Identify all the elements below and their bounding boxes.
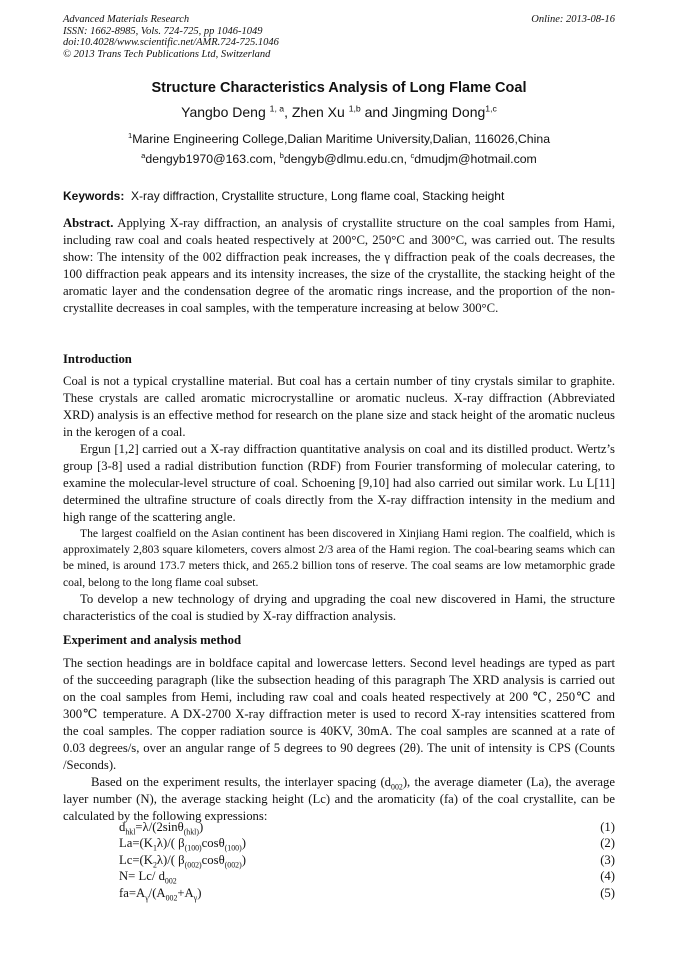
abstract <box>63 215 615 317</box>
keywords-text: X-ray diffraction, Crystallite structure, Long flame coal, Stacking height <box>124 189 505 203</box>
email-2-sup: b <box>279 150 284 160</box>
eq-part: λ)/( β <box>156 836 185 851</box>
affiliation-text: Marine Engineering College,Dalian Maritime University,Dalian, 116026,China <box>132 132 551 146</box>
intro-paragraph-1: Coal is not a typical crystalline material. But coal has a certain number of tiny crystals similar to graphite. These crystals are called aromatic microcrystalline or aromatic nucleus. X-ray diffraction (Abbreviated XRD) analysis is an effective method for research on the plane size and stack height of the aromatic nucleus in the kerogen of a coal. <box>63 374 615 439</box>
paper-title: Structure Characteristics Analysis of Long Flame Coal <box>151 80 527 96</box>
equation-5-number: (5) <box>600 885 615 900</box>
eq-part: N= Lc/ d <box>119 869 165 884</box>
author-2: , Zhen Xu <box>284 104 349 120</box>
eq-part: λ)/( β <box>156 852 185 867</box>
author-1: Yangbo Deng <box>181 104 270 120</box>
eq-sub: (100) <box>184 843 202 853</box>
email-list <box>0 152 678 166</box>
issn-line: ISSN: 1662-8985, Vols. 724-725, pp 1046-1049 <box>63 25 263 37</box>
eq-part: fa=A <box>119 885 146 900</box>
email-3[interactable]: dmudjm@hotmail.com <box>414 152 537 166</box>
equation-4-expr <box>119 868 177 884</box>
eq-part: ) <box>197 885 202 900</box>
copyright-line: © 2013 Trans Tech Publications Ltd, Switzerland <box>63 48 271 60</box>
journal-header <box>63 14 615 60</box>
equation-list <box>63 819 615 901</box>
equation-3 <box>63 852 615 868</box>
equation-5-expr <box>119 885 201 901</box>
author-3-sup: 1,c <box>485 103 497 114</box>
equation-1-expr <box>119 819 203 835</box>
eq-part: =λ/(2sinθ <box>135 820 184 834</box>
online-date: Online: 2013-08-16 <box>531 14 615 25</box>
eq-part: /(A <box>148 885 166 900</box>
equation-1-number: (1) <box>600 820 615 834</box>
eq-part: cosθ <box>201 836 225 851</box>
email-3-sup: c <box>410 150 415 160</box>
email-1-sup: a <box>141 150 146 160</box>
eq-sub: (002) <box>224 860 242 870</box>
eq-sub: 002 <box>164 876 177 886</box>
eq-part: d <box>119 820 126 834</box>
doi-line: doi:10.4028/www.scientific.net/AMR.724-725.1046 <box>63 37 279 48</box>
equation-3-number: (3) <box>600 852 615 867</box>
keywords <box>63 189 615 203</box>
experiment-p2-sub: 002 <box>391 782 403 792</box>
eq-sub: 1 <box>152 843 157 853</box>
intro-paragraph-2: Ergun [1,2] carried out a X-ray diffraction quantitative analysis on coal and its distilled product. Wertz’s group [3-8] used a radial distribution function (RDF) from Fourier transforming of molecular catering, to examine the molecular-level structure of coal. Schoening [9,10] had also carried out similar work. Lu L[11] determined the ultrafine structure of coals directly from the X-ray diffraction intensity in the medium and high range of the scattering angle. <box>63 442 615 524</box>
experiment-body <box>63 655 615 825</box>
equation-4 <box>63 868 615 884</box>
eq-sub: γ <box>193 893 198 903</box>
eq-part: Lc=(K <box>119 852 153 867</box>
equation-5 <box>63 885 615 901</box>
author-3: and Jingming Dong <box>360 104 486 120</box>
equation-1 <box>63 819 615 835</box>
equation-3-expr <box>119 852 246 868</box>
eq-sub: (002) <box>184 860 202 870</box>
eq-sub: hkl <box>125 827 136 837</box>
eq-part: ) <box>241 836 246 851</box>
eq-part: cosθ <box>201 852 225 867</box>
equation-4-number: (4) <box>600 869 615 884</box>
eq-part: ) <box>241 852 246 867</box>
experiment-paragraph-1: The section headings are in boldface capital and lowercase letters. Second level headings are typed as part of the succeeding paragraph (like the subsection heading of this paragraph The XRD analysis is carried out on the coal samples from Hemi, including raw coal and coals heated respectively at 200 ℃, 250℃ and 300℃ temperature. A DX-2700 X-ray diffraction meter is used to record X-ray intensities scattered from the coal samples. The copper radiation source is 40KV, 30mA. The coal samples are scanned at a rate of 0.03 degrees/s, over an angular range of 5 degrees to 90 degrees (2θ). The unit of intensity is CPS (Counts /Seconds). <box>63 656 615 772</box>
section-heading-experiment: Experiment and analysis method <box>63 633 241 647</box>
intro-paragraph-3: The largest coalfield on the Asian continent has been discovered in Xinjiang Hami region. The coalfield, which is approximately 2,803 square kilometers, covers almost 2/3 area of the Hami region. The coal-bearing seams which can be mined, is around 173.7 meters thick, and 265.2 billion tons of reserve. The coal seams are low metamorphic grade coal, belong to the long flame coal subset. <box>63 527 615 589</box>
eq-sub: (100) <box>224 843 242 853</box>
abstract-text: Applying X-ray diffraction, an analysis of crystallite structure on the coal samples from Hami, including raw coal and coals heated respectively at 200°C, 250°C and 300°C, was carried out. The results show: The intensity of the 002 diffraction peak increases, the γ diffraction peak of the coals decreases, the 100 diffraction peak appears and its intensity increases, the size of the crystallite, the stacking height of the aromatic layer and the condensation degree of the aromatic rings increase, and the proportion of the non-crystallite decreases in coal samples, with the temperature increasing at below 300°C. <box>63 216 615 315</box>
author-1-sup: 1, a <box>269 103 285 114</box>
keywords-label: Keywords: <box>63 189 125 203</box>
eq-sub: 2 <box>152 860 157 870</box>
abstract-label: Abstract. <box>63 216 114 230</box>
eq-part: ) <box>198 820 204 834</box>
experiment-p2-part2: ), the average diameter (La), the average layer number (N), the average stacking height (Lc) and the aromaticity (fa) of the coal crystallite, can be calculated by the following expressions: <box>63 775 615 823</box>
affiliation <box>0 132 678 146</box>
introduction-body <box>63 373 615 625</box>
author-2-sup: 1,b <box>348 103 361 114</box>
email-1[interactable]: dengyb1970@163.com, <box>145 152 280 166</box>
affiliation-sup: 1 <box>127 130 133 140</box>
email-2[interactable]: dengyb@dlmu.edu.cn, <box>283 152 411 166</box>
author-list <box>0 104 678 120</box>
journal-name: Advanced Materials Research <box>63 14 190 25</box>
eq-part: La=(K <box>119 836 153 851</box>
equation-2-number: (2) <box>600 836 615 851</box>
experiment-p2-part1: Based on the experiment results, the interlayer spacing (d <box>91 775 392 789</box>
equation-2 <box>63 835 615 851</box>
eq-part: +A <box>177 885 194 900</box>
eq-sub: (hkl) <box>183 827 199 837</box>
eq-sub: γ <box>145 893 149 903</box>
experiment-paragraph-2 <box>63 774 615 825</box>
intro-paragraph-4: To develop a new technology of drying and upgrading the coal new discovered in Hami, the structure characteristics of the coal is studied by X-ray diffraction analysis. <box>63 591 615 623</box>
equation-2-expr <box>119 835 246 851</box>
eq-sub: 002 <box>165 893 178 903</box>
section-heading-introduction: Introduction <box>63 352 132 366</box>
